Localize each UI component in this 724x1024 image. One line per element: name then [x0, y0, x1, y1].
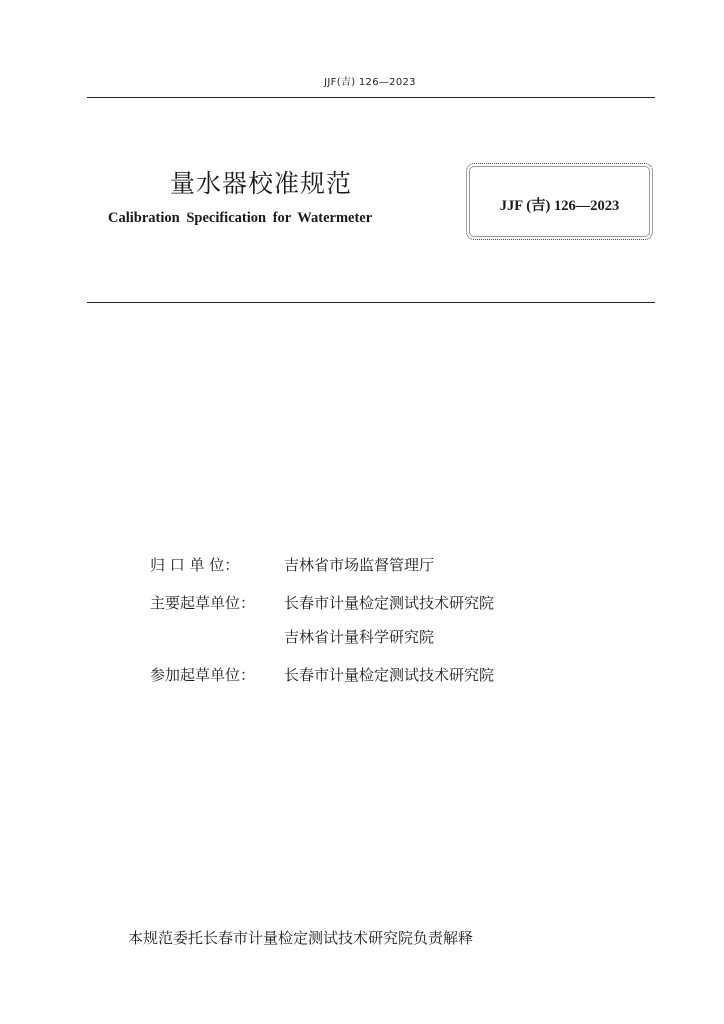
header-divider	[87, 97, 655, 98]
info-label: 主要起草单位：	[150, 594, 256, 612]
title-chinese: 量水器校准规范	[170, 169, 353, 198]
info-value: 长春市计量检定测试技术研究院	[284, 594, 495, 612]
header-standard-code: JJF(吉) 126—2023	[324, 77, 416, 88]
title-english: Calibration Specification for Watermeter	[108, 210, 373, 226]
interpretation-note: 本规范委托长春市计量检定测试技术研究院负责解释	[128, 929, 474, 947]
info-label: 归 口 单 位：	[150, 556, 240, 574]
standard-code-box-text: JJF (吉) 126—2023	[499, 198, 620, 214]
info-label: 参加起草单位：	[150, 666, 256, 684]
info-value: 吉林省计量科学研究院	[284, 628, 435, 646]
info-value: 长春市计量检定测试技术研究院	[284, 666, 495, 684]
title-divider	[87, 302, 655, 303]
info-value: 吉林省市场监督管理厅	[284, 556, 435, 574]
standard-code-box	[466, 163, 653, 240]
